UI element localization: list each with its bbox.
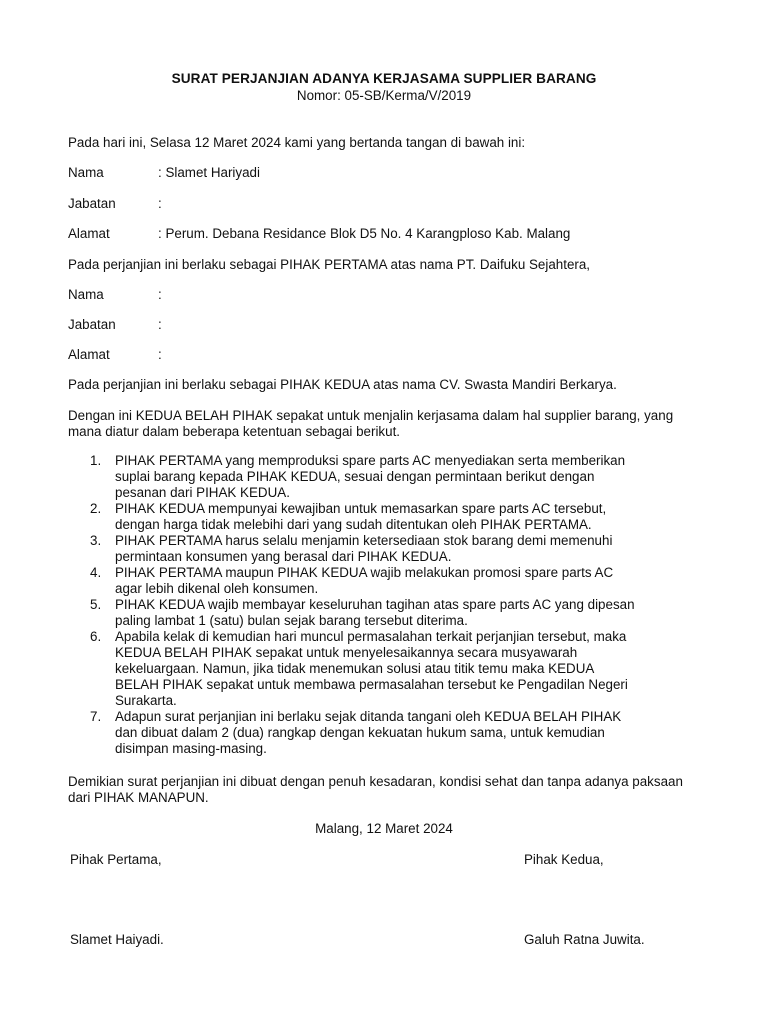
term-line: paling lambat 1 (satu) bulan sejak barang tersebut diterima. — [115, 613, 468, 628]
party2-address-label: Alamat — [68, 347, 110, 362]
party2-position-label: Jabatan — [68, 317, 116, 332]
party1-position-label: Jabatan — [68, 196, 116, 211]
closing-text: Demikian surat perjanjian ini dibuat dengan penuh kesadaran, kondisi sehat dan tanpa adanya paksaan dari PIHAK MANAPUN. — [68, 774, 683, 805]
term-item — [68, 709, 708, 757]
term-line: PIHAK KEDUA wajib membayar keseluruhan tagihan atas spare parts AC yang dipesan — [115, 597, 635, 612]
term-line: dan dibuat dalam 2 (dua) rangkap dengan kekuatan hukum sama, untuk kemudian — [115, 725, 605, 740]
term-line: PIHAK PERTAMA maupun PIHAK KEDUA wajib melakukan promosi spare parts AC — [115, 565, 614, 580]
party1-position-value: : — [158, 196, 162, 211]
term-line: kekeluargaan. Namun, jika tidak menemukan solusi atau titik temu maka KEDUA — [115, 661, 595, 676]
party2-position-value: : — [158, 317, 162, 332]
term-number: 7. — [90, 709, 102, 724]
party2-address-value: : — [158, 347, 162, 362]
party2-name-value: : — [158, 287, 162, 302]
term-line: PIHAK PERTAMA yang memproduksi spare parts AC menyediakan serta memberikan — [115, 453, 626, 468]
term-line: BELAH PIHAK sepakat untuk membawa permasalahan tersebut ke Pengadilan Negeri — [115, 677, 628, 692]
term-number: 1. — [90, 453, 102, 468]
term-line: PIHAK PERTAMA harus selalu menjamin ketersediaan stok barang demi memenuhi — [115, 533, 613, 548]
term-line: Surakarta. — [115, 693, 177, 708]
first-party-signatory: Slamet Haiyadi. — [70, 932, 164, 947]
term-item — [68, 629, 708, 709]
term-line: PIHAK KEDUA mempunyai kewajiban untuk memasarkan spare parts AC tersebut, — [115, 501, 607, 516]
party2-name-label: Nama — [68, 287, 104, 302]
term-number: 4. — [90, 565, 102, 580]
party1-name-label: Nama — [68, 165, 104, 180]
first-party-label: Pihak Pertama, — [70, 852, 162, 867]
party1-address-value: : Perum. Debana Residance Blok D5 No. 4 Karangploso Kab. Malang — [158, 226, 571, 241]
term-line: agar lebih dikenal oleh konsumen. — [115, 581, 319, 596]
term-item — [68, 597, 708, 629]
term-line: pesanan dari PIHAK KEDUA. — [115, 485, 290, 500]
second-party-signatory: Galuh Ratna Juwita. — [524, 932, 645, 947]
document-number: Nomor: 05-SB/Kerma/V/2019 — [296, 88, 472, 103]
second-party-label: Pihak Kedua, — [524, 852, 604, 867]
agreement-intro: Dengan ini KEDUA BELAH PIHAK sepakat untuk menjalin kerjasama dalam hal supplier barang, yang mana diatur dalam beberapa ketentuan sebagai berikut. — [68, 408, 674, 439]
term-line: permintaan konsumen yang berasal dari PIHAK KEDUA. — [115, 549, 452, 564]
term-line: suplai barang kepada PIHAK KEDUA, sesuai dengan permintaan berikut dengan — [115, 469, 595, 484]
terms-list — [68, 453, 708, 757]
term-line: disimpan masing-masing. — [115, 741, 267, 756]
term-number: 5. — [90, 597, 102, 612]
intro-text: Pada hari ini, Selasa 12 Maret 2024 kami yang bertanda tangan di bawah ini: — [68, 135, 526, 150]
party1-name-value: : Slamet Hariyadi — [158, 165, 260, 180]
term-line: Adapun surat perjanjian ini berlaku sejak ditanda tangani oleh KEDUA BELAH PIHAK — [115, 709, 622, 724]
term-item — [68, 565, 708, 597]
term-line: dengan harga tidak melebihi dari yang sudah ditentukan oleh PIHAK PERTAMA. — [115, 517, 592, 532]
term-line: KEDUA BELAH PIHAK sepakat untuk menyelesaikannya secara musyawarah — [115, 645, 578, 660]
party2-statement: Pada perjanjian ini berlaku sebagai PIHAK KEDUA atas nama CV. Swasta Mandiri Berkarya. — [68, 377, 617, 392]
party1-address-label: Alamat — [68, 226, 110, 241]
term-number: 3. — [90, 533, 102, 548]
document-title: SURAT PERJANJIAN ADANYA KERJASAMA SUPPLIER BARANG — [171, 71, 597, 86]
term-number: 6. — [90, 629, 102, 644]
term-item — [68, 453, 708, 501]
term-line: Apabila kelak di kemudian hari muncul permasalahan terkait perjanjian tersebut, maka — [115, 629, 627, 644]
party1-statement: Pada perjanjian ini berlaku sebagai PIHAK PERTAMA atas nama PT. Daifuku Sejahtera, — [68, 257, 591, 272]
term-item — [68, 501, 708, 533]
place-date: Malang, 12 Maret 2024 — [315, 821, 453, 836]
term-item — [68, 533, 708, 565]
term-number: 2. — [90, 501, 102, 516]
